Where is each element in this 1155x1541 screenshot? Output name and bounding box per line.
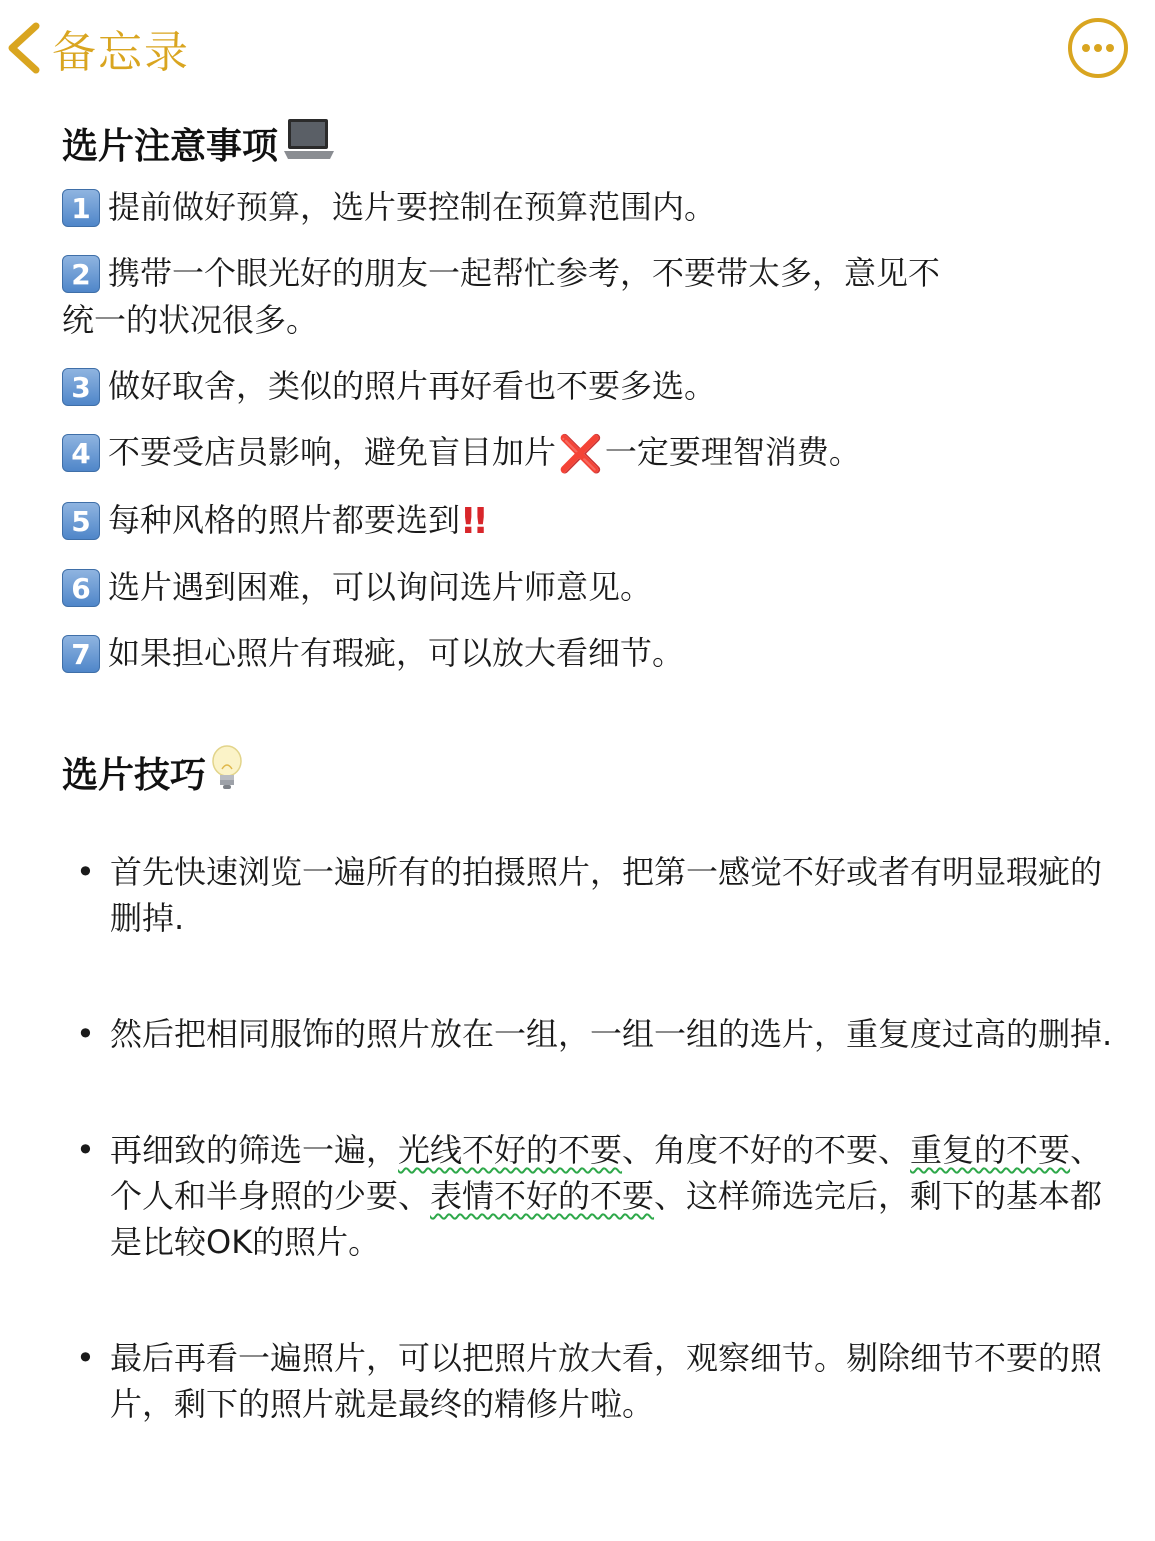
highlighted-text: 表情不好的不要: [430, 1177, 655, 1215]
list-item-text: [108, 497, 1122, 546]
bullet-text-part: 、这样筛选完后，剩下的基本都是比较OK的照片。: [110, 1177, 1103, 1261]
ellipsis-circle-icon: [1066, 16, 1130, 80]
list-item: [62, 564, 1122, 611]
bullet-text: 最后再看一遍照片，可以把照片放大看，观察细节。剔除细节不要的照片，剩下的照片就是最终的精修片啦。: [110, 1339, 1103, 1423]
bullet-list: [62, 849, 1122, 1427]
section-title-text: 选片注意事项: [62, 125, 279, 167]
list-item: [62, 250, 1122, 344]
bullet-item: [62, 849, 1122, 941]
back-label: 备忘录: [52, 27, 190, 78]
list-item: [62, 497, 1122, 546]
note-content[interactable]: [62, 110, 1122, 1497]
list-item: [62, 184, 1122, 231]
number-badge: 3: [62, 368, 100, 406]
list-item-text: 如果担心照片有瑕疵，可以放大看细节。: [108, 634, 685, 672]
back-button[interactable]: [4, 16, 190, 80]
bullet-icon: •: [76, 853, 95, 891]
list-item: [62, 429, 1122, 478]
list-item: [62, 630, 1122, 677]
list-item-text-part: 一定要理智消费。: [604, 433, 861, 471]
bullet-text: [110, 1127, 1122, 1265]
numbered-list: [62, 184, 1122, 677]
number-badge: 5: [62, 502, 100, 540]
double-exclamation-icon: !!: [460, 501, 485, 542]
bullet-text-part: 、个人和半身照的少要、: [110, 1131, 1103, 1215]
number-badge: 6: [62, 569, 100, 607]
list-item: [62, 363, 1122, 410]
cross-mark-icon: ❌: [558, 433, 603, 475]
chevron-left-icon: [4, 20, 44, 76]
list-item-text-line: 统一的状况很多。: [62, 301, 319, 339]
number-badge: 2: [62, 255, 100, 293]
highlighted-text: 重复的不要: [910, 1131, 1071, 1169]
list-item-text-part: 每种风格的照片都要选到: [108, 500, 461, 539]
number-badge: 7: [62, 635, 100, 673]
navigation-bar: [0, 0, 1155, 100]
bullet-icon: •: [76, 1339, 95, 1377]
list-item-text-part: 不要受店员影响，避免盲目加片: [108, 433, 557, 471]
bullet-item: [62, 1127, 1122, 1265]
highlighted-text: 光线不好的不要: [398, 1131, 623, 1169]
section-title-notes: [62, 110, 1122, 176]
more-options-button[interactable]: [1066, 16, 1130, 80]
bullet-text: 首先快速浏览一遍所有的拍摄照片，把第一感觉不好或者有明显瑕疵的删掉.: [110, 853, 1103, 937]
section-title-text: 选片技巧: [62, 754, 207, 796]
bullet-item: [62, 1011, 1122, 1057]
list-item-text: 做好取舍，类似的照片再好看也不要多选。: [108, 367, 717, 405]
bullet-icon: •: [76, 1131, 95, 1169]
bullet-icon: •: [76, 1015, 95, 1053]
laptop-icon: [282, 115, 336, 172]
bullet-text: 然后把相同服饰的照片放在一组，一组一组的选片，重复度过高的删掉.: [110, 1015, 1113, 1053]
lightbulb-icon: [210, 743, 244, 802]
number-badge: 4: [62, 434, 100, 472]
bullet-text-part: 、角度不好的不要、: [622, 1131, 911, 1169]
list-item-text: [62, 250, 1122, 344]
list-item-text: 选片遇到困难，可以询问选片师意见。: [108, 568, 653, 606]
bullet-text-part: 再细致的筛选一遍，: [110, 1131, 399, 1169]
bullet-item: [62, 1335, 1122, 1427]
section-title-tips: [62, 739, 1122, 805]
list-item-text: 提前做好预算，选片要控制在预算范围内。: [108, 188, 717, 226]
list-item-text-line: 携带一个眼光好的朋友一起帮忙参考，不要带太多，意见不: [108, 254, 941, 292]
number-badge: 1: [62, 189, 100, 227]
list-item-text: [108, 429, 1122, 478]
